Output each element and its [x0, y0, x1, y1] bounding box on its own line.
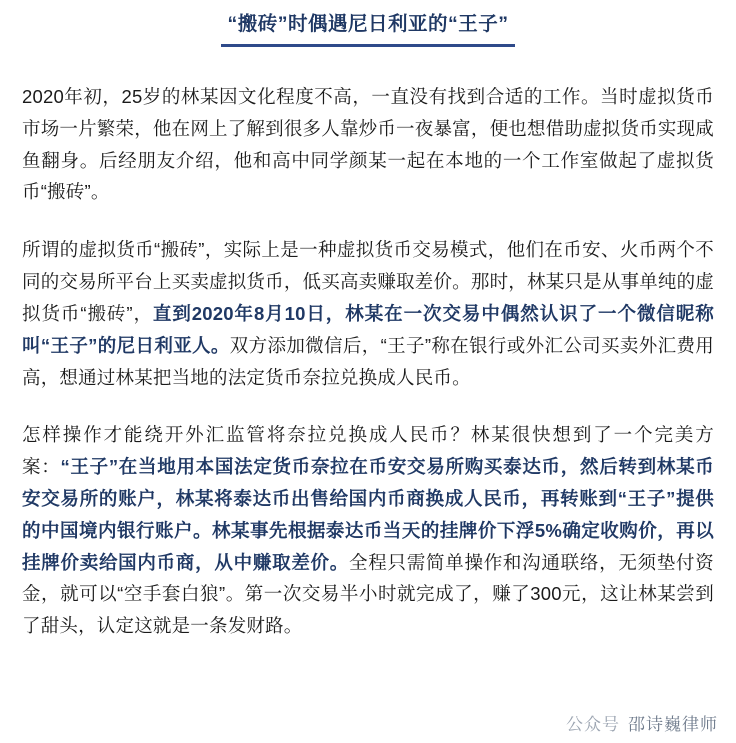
paragraph-1	[22, 81, 714, 208]
article-body	[22, 51, 714, 642]
paragraph-1-run-1: 2020年初，25岁的林某因文化程度不高，一直没有找到合适的工作。当时虚拟货币市场一片繁荣，他在网上了解到很多人靠炒币一夜暴富，便也想借助虚拟货币实现咸鱼翻身。后经朋友介绍，他和高中同学颜某一起在本地的一个工作室做起了虚拟货币“搬砖”。	[22, 86, 714, 203]
paragraph-3-highlight: “王子”在当地用本国法定货币奈拉在币安交易所购买泰达币，然后转到林某币安交易所的账户，林某将泰达币出售给国内币商换成人民币，再转账到“王子”提供的中国境内银行账户。林某事先根据泰达币当天的挂牌价下浮5%确定收购价，再以挂牌价卖给国内币商，从中赚取差价。	[22, 456, 714, 573]
paragraph-3-run-1: 怎样操作才能绕开外汇监管将奈拉兑换成人民币？林某很快想到了一个完美方案：	[22, 424, 714, 478]
watermark-account-name: 邵诗巍律师	[628, 715, 718, 734]
paragraph-2	[22, 234, 714, 393]
paragraph-3-run-3: 全程只需简单操作和沟通联络，无须垫付资金，就可以“空手套白狼”。第一次交易半小时就完成了，赚了300元，这让林某尝到了甜头，认定这就是一条发财路。	[22, 551, 714, 637]
watermark-prefix: 公众号	[566, 715, 620, 734]
paragraph-3	[22, 419, 714, 642]
watermark	[566, 710, 718, 735]
paragraph-2-run-1: 所谓的虚拟货币“搬砖”，实际上是一种虚拟货币交易模式，他们在币安、火币两个不同的交易所平台上买卖虚拟货币，低买高卖赚取差价。那时，林某只是从事单纯的虚拟货币“搬砖”，	[22, 239, 714, 324]
page-title: “搬砖”时偶遇尼日利亚的“王子”	[221, 6, 514, 47]
paragraph-2-highlight: 直到2020年8月10日，林某在一次交易中偶然认识了一个微信昵称叫“王子”的尼日利亚人。	[22, 302, 714, 356]
article-title-container	[22, 0, 714, 51]
paragraph-2-run-3: 双方添加微信后，“王子”称在银行或外汇公司买卖外汇费用高，想通过林某把当地的法定货币奈拉兑换成人民币。	[22, 334, 714, 388]
